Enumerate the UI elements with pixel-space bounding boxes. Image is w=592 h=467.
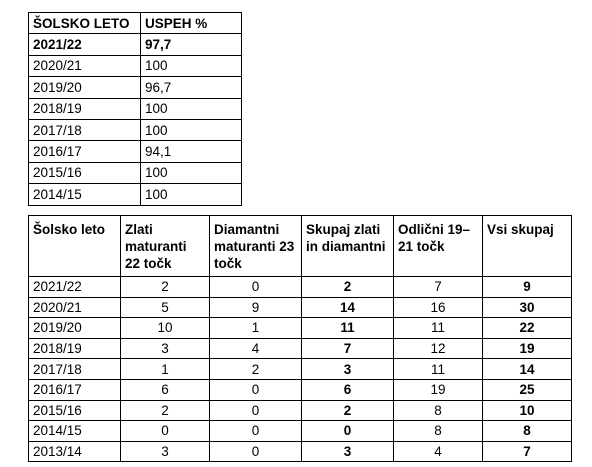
all-total-cell: 10 <box>483 400 572 421</box>
all-total-cell: 22 <box>483 318 572 339</box>
school-year-cell: 2016/17 <box>29 379 121 400</box>
success-percent-cell: 100 <box>141 162 242 183</box>
gold-diamond-total-cell: 2 <box>302 400 394 421</box>
table-header-row <box>29 216 572 277</box>
school-year-cell: 2014/15 <box>29 184 141 205</box>
school-year-cell: 2018/19 <box>29 338 121 359</box>
header-gold-graduates: Zlati maturanti 22 točk <box>121 216 210 277</box>
success-rate-table <box>28 12 242 206</box>
school-year-cell: 2020/21 <box>29 55 141 76</box>
table-row <box>29 318 572 339</box>
table-row <box>29 55 242 76</box>
header-gold-and-diamond-total: Skupaj zlati in diamantni <box>302 216 394 277</box>
school-year-cell: 2017/18 <box>29 359 121 380</box>
school-year-cell: 2018/19 <box>29 98 141 119</box>
header-success-percent: USPEH % <box>141 13 242 34</box>
success-percent-cell: 96,7 <box>141 77 242 98</box>
table-row <box>29 400 572 421</box>
gold-diamond-total-cell: 7 <box>302 338 394 359</box>
table-row <box>29 441 572 462</box>
diamond-count-cell: 4 <box>210 338 302 359</box>
gold-count-cell: 3 <box>121 338 210 359</box>
gold-diamond-total-cell: 14 <box>302 297 394 318</box>
diamond-count-cell: 9 <box>210 297 302 318</box>
gold-count-cell: 5 <box>121 297 210 318</box>
excellent-count-cell: 4 <box>394 441 483 462</box>
table-row <box>29 359 572 380</box>
all-total-cell: 25 <box>483 379 572 400</box>
diamond-count-cell: 0 <box>210 400 302 421</box>
header-school-year: ŠOLSKO LETO <box>29 13 141 34</box>
gold-diamond-total-cell: 6 <box>302 379 394 400</box>
school-year-cell: 2019/20 <box>29 77 141 98</box>
success-percent-cell: 100 <box>141 119 242 140</box>
school-year-cell: 2019/20 <box>29 318 121 339</box>
diamond-count-cell: 0 <box>210 379 302 400</box>
excellent-count-cell: 11 <box>394 318 483 339</box>
excellent-count-cell: 16 <box>394 297 483 318</box>
excellent-count-cell: 11 <box>394 359 483 380</box>
graduates-body <box>29 216 572 462</box>
gold-count-cell: 0 <box>121 421 210 442</box>
success-percent-cell: 100 <box>141 98 242 119</box>
table-row <box>29 277 572 298</box>
school-year-cell: 2015/16 <box>29 400 121 421</box>
header-school-year: Šolsko leto <box>29 216 121 277</box>
table-row <box>29 98 242 119</box>
diamond-count-cell: 0 <box>210 441 302 462</box>
diamond-count-cell: 1 <box>210 318 302 339</box>
gold-diamond-total-cell: 0 <box>302 421 394 442</box>
all-total-cell: 19 <box>483 338 572 359</box>
graduates-table <box>28 215 572 462</box>
all-total-cell: 14 <box>483 359 572 380</box>
excellent-count-cell: 12 <box>394 338 483 359</box>
all-total-cell: 7 <box>483 441 572 462</box>
school-year-cell: 2015/16 <box>29 162 141 183</box>
gold-count-cell: 3 <box>121 441 210 462</box>
gold-count-cell: 6 <box>121 379 210 400</box>
all-total-cell: 8 <box>483 421 572 442</box>
gold-count-cell: 2 <box>121 277 210 298</box>
diamond-count-cell: 0 <box>210 421 302 442</box>
table-row <box>29 34 242 55</box>
gold-diamond-total-cell: 3 <box>302 359 394 380</box>
table-row <box>29 421 572 442</box>
gold-diamond-total-cell: 11 <box>302 318 394 339</box>
header-excellent: Odlični 19–21 točk <box>394 216 483 277</box>
all-total-cell: 9 <box>483 277 572 298</box>
table-row <box>29 297 572 318</box>
gold-count-cell: 10 <box>121 318 210 339</box>
school-year-cell: 2014/15 <box>29 421 121 442</box>
table-row <box>29 379 572 400</box>
gold-diamond-total-cell: 2 <box>302 277 394 298</box>
table-row <box>29 141 242 162</box>
gold-count-cell: 2 <box>121 400 210 421</box>
success-percent-cell: 97,7 <box>141 34 242 55</box>
school-year-cell: 2020/21 <box>29 297 121 318</box>
all-total-cell: 30 <box>483 297 572 318</box>
diamond-count-cell: 2 <box>210 359 302 380</box>
table-row <box>29 77 242 98</box>
gold-diamond-total-cell: 3 <box>302 441 394 462</box>
excellent-count-cell: 8 <box>394 400 483 421</box>
table-row <box>29 162 242 183</box>
table-row <box>29 119 242 140</box>
table-header-row <box>29 13 242 34</box>
excellent-count-cell: 7 <box>394 277 483 298</box>
header-diamond-graduates: Diamantni maturanti 23 točk <box>210 216 302 277</box>
school-year-cell: 2016/17 <box>29 141 141 162</box>
success-percent-cell: 100 <box>141 184 242 205</box>
success-percent-cell: 100 <box>141 55 242 76</box>
gold-count-cell: 1 <box>121 359 210 380</box>
school-year-cell: 2021/22 <box>29 34 141 55</box>
excellent-count-cell: 8 <box>394 421 483 442</box>
header-all-total: Vsi skupaj <box>483 216 572 277</box>
excellent-count-cell: 19 <box>394 379 483 400</box>
success-percent-cell: 94,1 <box>141 141 242 162</box>
school-year-cell: 2013/14 <box>29 441 121 462</box>
diamond-count-cell: 0 <box>210 277 302 298</box>
table-row <box>29 338 572 359</box>
success-rate-body <box>29 13 242 206</box>
table-row <box>29 184 242 205</box>
school-year-cell: 2017/18 <box>29 119 141 140</box>
school-year-cell: 2021/22 <box>29 277 121 298</box>
